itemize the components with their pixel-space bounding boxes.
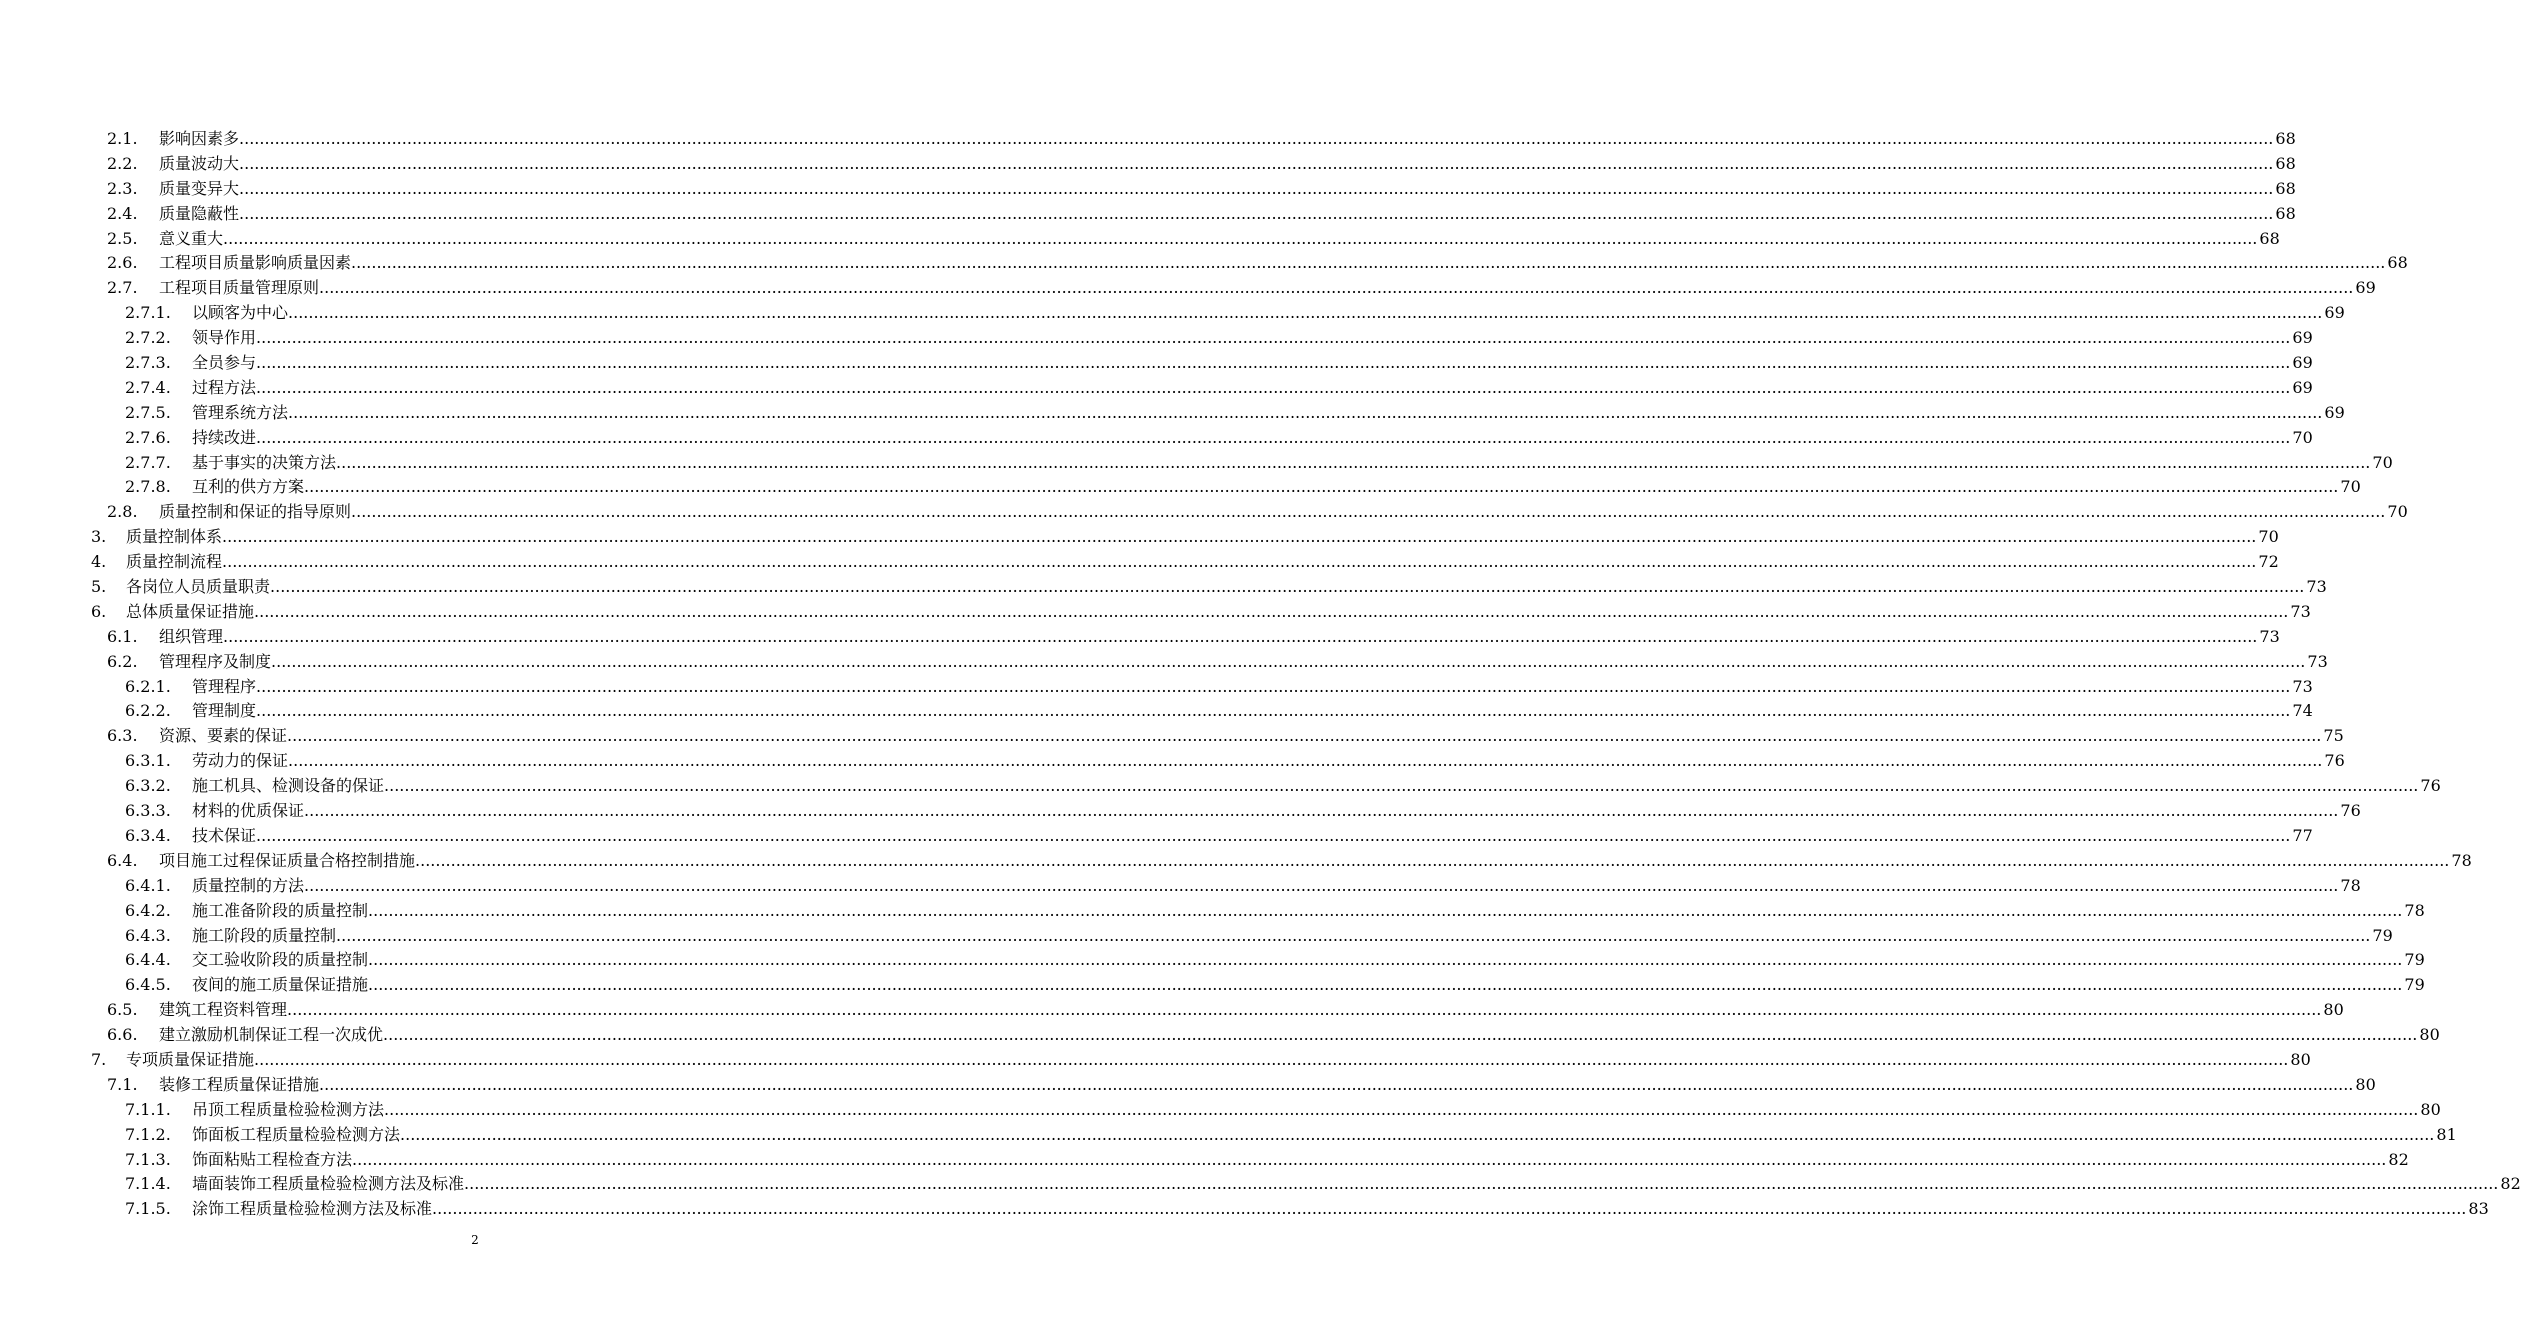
toc-dot-leader: ................................................................................................................................................................................................................................................................................................................................................................................................................ — [239, 178, 2274, 198]
toc-entry-page: 70 — [2372, 452, 2393, 472]
toc-entry-page: 77 — [2292, 825, 2313, 845]
toc-entry-line — [192, 948, 2425, 973]
toc-entry[interactable] — [0, 1197, 2489, 1222]
toc-entry-page: 68 — [2275, 153, 2296, 173]
toc-dot-leader: ................................................................................................................................................................................................................................................................................................................................................................................................................ — [256, 427, 2291, 447]
toc-entry-line — [192, 799, 2361, 824]
toc-entry-page: 68 — [2275, 178, 2296, 198]
toc-entry-number: 3. — [91, 527, 107, 547]
toc-entry-title: 墙面装饰工程质量检验检测方法及标准 — [192, 1172, 464, 1197]
toc-entry-page: 68 — [2259, 228, 2280, 248]
toc-dot-leader: ................................................................................................................................................................................................................................................................................................................................................................................................................ — [223, 626, 2258, 646]
toc-entry-page: 80 — [2323, 1000, 2344, 1020]
toc-entry-number: 6. — [91, 601, 107, 621]
toc-entry-line — [192, 351, 2313, 376]
toc-dot-leader: ................................................................................................................................................................................................................................................................................................................................................................................................................ — [256, 377, 2291, 397]
toc-entry[interactable] — [0, 1123, 2457, 1148]
toc-dot-leader: ................................................................................................................................................................................................................................................................................................................................................................................................................ — [319, 1074, 2354, 1094]
toc-entry-page: 78 — [2340, 875, 2361, 895]
toc-entry[interactable] — [0, 500, 2408, 525]
toc-dot-leader: ................................................................................................................................................................................................................................................................................................................................................................................................................ — [254, 601, 2289, 621]
toc-entry-number: 2.2. — [107, 153, 138, 173]
toc-entry-number: 2.7.1. — [125, 303, 171, 323]
toc-entry[interactable] — [0, 202, 2296, 227]
toc-entry-number: 6.1. — [107, 626, 138, 646]
toc-dot-leader: ................................................................................................................................................................................................................................................................................................................................................................................................................ — [256, 701, 2291, 721]
toc-entry[interactable] — [0, 525, 2279, 550]
toc-entry-title: 互利的供方方案 — [192, 475, 304, 500]
toc-dot-leader: ................................................................................................................................................................................................................................................................................................................................................................................................................ — [222, 527, 2257, 547]
toc-entry-number: 2.6. — [107, 253, 138, 273]
toc-entry[interactable] — [0, 1148, 2409, 1173]
toc-entry-line — [192, 874, 2361, 899]
toc-entry-number: 5. — [91, 577, 107, 597]
toc-entry-number: 6.6. — [107, 1025, 138, 1045]
toc-entry[interactable] — [0, 1172, 2521, 1197]
toc-entry-page: 80 — [2355, 1074, 2376, 1094]
toc-dot-leader: ................................................................................................................................................................................................................................................................................................................................................................................................................ — [352, 1149, 2387, 1169]
toc-entry-page: 83 — [2468, 1199, 2489, 1219]
toc-entry-number: 6.4.2. — [125, 900, 171, 920]
toc-entry[interactable] — [0, 227, 2280, 252]
toc-entry-title: 施工准备阶段的质量控制 — [192, 899, 368, 924]
toc-entry-page: 69 — [2292, 377, 2313, 397]
toc-dot-leader: ................................................................................................................................................................................................................................................................................................................................................................................................................ — [287, 1000, 2322, 1020]
toc-entry-title: 劳动力的保证 — [192, 749, 288, 774]
toc-entry-title: 基于事实的决策方法 — [192, 451, 336, 476]
toc-entry[interactable] — [0, 351, 2313, 376]
toc-dot-leader: ................................................................................................................................................................................................................................................................................................................................................................................................................ — [287, 726, 2322, 746]
toc-entry[interactable] — [0, 401, 2345, 426]
toc-dot-leader: ................................................................................................................................................................................................................................................................................................................................................................................................................ — [288, 303, 2323, 323]
toc-entry-number: 2.7.2. — [125, 328, 171, 348]
toc-entry[interactable] — [0, 127, 2296, 152]
toc-entry-line — [159, 227, 2280, 252]
toc-entry-title: 交工验收阶段的质量控制 — [192, 948, 368, 973]
toc-entry-line — [159, 1023, 2440, 1048]
toc-entry-number: 6.4.4. — [125, 950, 171, 970]
toc-dot-leader: ................................................................................................................................................................................................................................................................................................................................................................................................................ — [256, 328, 2291, 348]
toc-entry-title: 各岗位人员质量职责 — [126, 575, 270, 600]
toc-entry-number: 2.7.4. — [125, 377, 171, 397]
toc-entry-title: 管理程序及制度 — [159, 650, 271, 675]
toc-entry[interactable] — [0, 824, 2313, 849]
toc-entry[interactable] — [0, 475, 2361, 500]
toc-entry-line — [192, 1148, 2409, 1173]
toc-entry-title: 质量控制流程 — [126, 550, 222, 575]
toc-dot-leader: ................................................................................................................................................................................................................................................................................................................................................................................................................ — [351, 502, 2386, 522]
toc-entry-title: 夜间的施工质量保证措施 — [192, 973, 368, 998]
toc-entry[interactable] — [0, 177, 2296, 202]
toc-entry[interactable] — [0, 1023, 2440, 1048]
toc-entry-title: 建筑工程资料管理 — [159, 998, 287, 1023]
toc-entry-line — [159, 500, 2408, 525]
toc-entry-line — [192, 973, 2425, 998]
toc-entry[interactable] — [0, 874, 2361, 899]
toc-entry-number: 2.7.3. — [125, 353, 171, 373]
toc-entry-title: 吊顶工程质量检验检测方法 — [192, 1098, 384, 1123]
toc-entry-number: 2.5. — [107, 228, 138, 248]
toc-entry[interactable] — [0, 426, 2313, 451]
toc-entry-title: 饰面粘贴工程检查方法 — [192, 1148, 352, 1173]
toc-entry-line — [192, 451, 2393, 476]
toc-entry-page: 80 — [2290, 1049, 2311, 1069]
toc-entry-page: 73 — [2306, 577, 2327, 597]
toc-entry-number: 6.3. — [107, 726, 138, 746]
toc-dot-leader: ................................................................................................................................................................................................................................................................................................................................................................................................................ — [464, 1174, 2499, 1194]
toc-dot-leader: ................................................................................................................................................................................................................................................................................................................................................................................................................ — [304, 801, 2339, 821]
toc-entry-title: 管理程序 — [192, 675, 256, 700]
toc-dot-leader: ................................................................................................................................................................................................................................................................................................................................................................................................................ — [319, 278, 2354, 298]
toc-entry-title: 施工阶段的质量控制 — [192, 924, 336, 949]
toc-entry[interactable] — [0, 998, 2344, 1023]
toc-entry-line — [192, 699, 2313, 724]
toc-entry-title: 过程方法 — [192, 376, 256, 401]
toc-entry-page: 79 — [2404, 950, 2425, 970]
toc-dot-leader: ................................................................................................................................................................................................................................................................................................................................................................................................................ — [239, 153, 2274, 173]
toc-entry-page: 69 — [2324, 402, 2345, 422]
toc-entry-page: 80 — [2419, 1025, 2440, 1045]
toc-dot-leader: ................................................................................................................................................................................................................................................................................................................................................................................................................ — [415, 850, 2450, 870]
toc-entry[interactable] — [0, 749, 2345, 774]
toc-entry-title: 全员参与 — [192, 351, 256, 376]
toc-entry-page: 79 — [2404, 975, 2425, 995]
toc-dot-leader: ................................................................................................................................................................................................................................................................................................................................................................................................................ — [336, 452, 2371, 472]
toc-entry-page: 68 — [2275, 203, 2296, 223]
toc-entry-line — [192, 475, 2361, 500]
toc-entry-title: 管理制度 — [192, 699, 256, 724]
toc-entry-line — [126, 550, 2279, 575]
toc-entry[interactable] — [0, 699, 2313, 724]
toc-dot-leader: ................................................................................................................................................................................................................................................................................................................................................................................................................ — [432, 1199, 2467, 1219]
toc-entry-page: 73 — [2307, 651, 2328, 671]
toc-entry-page: 68 — [2275, 129, 2296, 148]
toc-entry-line — [192, 675, 2313, 700]
toc-entry-line — [192, 1098, 2441, 1123]
toc-entry[interactable] — [0, 799, 2361, 824]
toc-entry[interactable] — [0, 451, 2393, 476]
toc-entry-title: 质量控制和保证的指导原则 — [159, 500, 351, 525]
toc-entry-page: 82 — [2500, 1174, 2521, 1194]
toc-entry-line — [126, 1048, 2311, 1073]
toc-entry-number: 7. — [91, 1049, 107, 1069]
toc-entry-title: 专项质量保证措施 — [126, 1048, 254, 1073]
toc-entry-number: 6.4.1. — [125, 875, 171, 895]
toc-entry-line — [159, 152, 2296, 177]
toc-entry-line — [192, 301, 2345, 326]
toc-entry-page: 80 — [2420, 1099, 2441, 1119]
toc-entry-page: 75 — [2323, 726, 2344, 746]
toc-entry-page: 70 — [2340, 477, 2361, 497]
toc-entry-number: 6.4.3. — [125, 925, 171, 945]
toc-entry-page: 82 — [2388, 1149, 2409, 1169]
toc-entry-number: 6.5. — [107, 1000, 138, 1020]
toc-entry[interactable] — [0, 550, 2279, 575]
toc-entry-number: 7.1.1. — [125, 1099, 171, 1119]
toc-entry-line — [159, 127, 2296, 152]
toc-entry-line — [192, 774, 2441, 799]
toc-entry-number: 2.1. — [107, 129, 138, 148]
toc-entry-number: 4. — [91, 552, 107, 572]
toc-entry-title: 工程项目质量影响质量因素 — [159, 251, 351, 276]
toc-entry-number: 7.1.5. — [125, 1199, 171, 1219]
toc-entry[interactable] — [0, 724, 2344, 749]
toc-entry[interactable] — [0, 774, 2441, 799]
toc-entry[interactable] — [0, 899, 2425, 924]
toc-entry-number: 2.7.5. — [125, 402, 171, 422]
toc-dot-leader: ................................................................................................................................................................................................................................................................................................................................................................................................................ — [351, 253, 2386, 273]
toc-entry-title: 影响因素多 — [159, 127, 239, 152]
toc-entry-title: 质量控制体系 — [126, 525, 222, 550]
toc-entry-page: 81 — [2436, 1124, 2457, 1144]
toc-dot-leader: ................................................................................................................................................................................................................................................................................................................................................................................................................ — [400, 1124, 2435, 1144]
toc-entry-number: 2.4. — [107, 203, 138, 223]
toc-entry[interactable] — [0, 924, 2393, 949]
toc-entry[interactable] — [0, 152, 2296, 177]
toc-dot-leader: ................................................................................................................................................................................................................................................................................................................................................................................................................ — [271, 651, 2306, 671]
toc-dot-leader: ................................................................................................................................................................................................................................................................................................................................................................................................................ — [256, 825, 2291, 845]
toc-entry[interactable] — [0, 849, 2472, 874]
toc-dot-leader: ................................................................................................................................................................................................................................................................................................................................................................................................................ — [288, 751, 2323, 771]
toc-entry-line — [159, 177, 2296, 202]
toc-entry-page: 78 — [2451, 850, 2472, 870]
toc-entry-title: 以顾客为中心 — [192, 301, 288, 326]
toc-entry-title: 质量变异大 — [159, 177, 239, 202]
toc-entry-line — [159, 849, 2472, 874]
toc-entry-title: 装修工程质量保证措施 — [159, 1073, 319, 1098]
toc-entry-line — [192, 326, 2313, 351]
toc-entry[interactable] — [0, 1098, 2441, 1123]
toc-dot-leader: ................................................................................................................................................................................................................................................................................................................................................................................................................ — [304, 477, 2339, 497]
toc-entry-line — [192, 1123, 2457, 1148]
toc-entry[interactable] — [0, 575, 2327, 600]
toc-entry-number: 6.3.3. — [125, 801, 171, 821]
toc-entry-number: 2.7.7. — [125, 452, 171, 472]
toc-entry-number: 2.7. — [107, 278, 138, 298]
toc-dot-leader: ................................................................................................................................................................................................................................................................................................................................................................................................................ — [368, 950, 2403, 970]
toc-entry-line — [192, 749, 2345, 774]
toc-entry-number: 6.3.1. — [125, 751, 171, 771]
toc-dot-leader: ................................................................................................................................................................................................................................................................................................................................................................................................................ — [304, 875, 2339, 895]
toc-entry-number: 6.3.2. — [125, 776, 171, 796]
toc-entry[interactable] — [0, 276, 2376, 301]
toc-entry-line — [159, 998, 2344, 1023]
toc-dot-leader: ................................................................................................................................................................................................................................................................................................................................................................................................................ — [288, 402, 2323, 422]
toc-entry-page: 69 — [2292, 353, 2313, 373]
toc-entry-page: 70 — [2258, 527, 2279, 547]
toc-entry-line — [126, 575, 2327, 600]
toc-entry[interactable] — [0, 650, 2328, 675]
toc-entry[interactable] — [0, 326, 2313, 351]
toc-entry-line — [192, 376, 2313, 401]
toc-entry-title: 总体质量保证措施 — [126, 600, 254, 625]
toc-entry-title: 建立激励机制保证工程一次成优 — [159, 1023, 383, 1048]
toc-entry[interactable] — [0, 1073, 2376, 1098]
toc-dot-leader: ................................................................................................................................................................................................................................................................................................................................................................................................................ — [368, 975, 2403, 995]
toc-entry-line — [159, 650, 2328, 675]
toc-entry-number: 6.4.5. — [125, 975, 171, 995]
toc-entry-title: 领导作用 — [192, 326, 256, 351]
toc-entry-line — [126, 525, 2279, 550]
toc-entry-title: 材料的优质保证 — [192, 799, 304, 824]
toc-dot-leader: ................................................................................................................................................................................................................................................................................................................................................................................................................ — [336, 925, 2371, 945]
toc-entry-page: 78 — [2404, 900, 2425, 920]
toc-entry-number: 6.2.1. — [125, 676, 171, 696]
toc-entry-page: 73 — [2259, 626, 2280, 646]
toc-entry-line — [192, 1172, 2521, 1197]
toc-entry-title: 项目施工过程保证质量合格控制措施 — [159, 849, 415, 874]
toc-entry-page: 69 — [2292, 328, 2313, 348]
toc-dot-leader: ................................................................................................................................................................................................................................................................................................................................................................................................................ — [383, 1025, 2418, 1045]
toc-entry-title: 质量隐蔽性 — [159, 202, 239, 227]
toc-entry-number: 2.8. — [107, 502, 138, 522]
toc-entry-line — [192, 426, 2313, 451]
toc-entry-line — [159, 276, 2376, 301]
toc-entry-number: 6.4. — [107, 850, 138, 870]
toc-entry-title: 质量波动大 — [159, 152, 239, 177]
toc-entry-number: 2.7.6. — [125, 427, 171, 447]
toc-entry-title: 质量控制的方法 — [192, 874, 304, 899]
toc-entry-line — [159, 202, 2296, 227]
toc-entry-page: 70 — [2387, 502, 2408, 522]
toc-entry-page: 74 — [2292, 701, 2313, 721]
toc-entry-title: 持续改进 — [192, 426, 256, 451]
toc-entry[interactable] — [0, 301, 2345, 326]
toc-dot-leader: ................................................................................................................................................................................................................................................................................................................................................................................................................ — [384, 776, 2419, 796]
table-of-contents — [0, 127, 2521, 1222]
toc-entry-number: 6.2.2. — [125, 701, 171, 721]
toc-dot-leader: ................................................................................................................................................................................................................................................................................................................................................................................................................ — [256, 676, 2291, 696]
toc-entry-number: 7.1. — [107, 1074, 138, 1094]
toc-dot-leader: ................................................................................................................................................................................................................................................................................................................................................................................................................ — [223, 228, 2258, 248]
toc-entry-number: 2.3. — [107, 178, 138, 198]
toc-entry-title: 饰面板工程质量检验检测方法 — [192, 1123, 400, 1148]
toc-entry-line — [192, 924, 2393, 949]
toc-entry-page: 76 — [2340, 801, 2361, 821]
toc-entry-title: 资源、要素的保证 — [159, 724, 287, 749]
toc-entry[interactable] — [0, 376, 2313, 401]
toc-entry-title: 技术保证 — [192, 824, 256, 849]
toc-dot-leader: ................................................................................................................................................................................................................................................................................................................................................................................................................ — [384, 1099, 2419, 1119]
toc-entry-number: 7.1.4. — [125, 1174, 171, 1194]
toc-entry[interactable] — [0, 625, 2280, 650]
toc-dot-leader: ................................................................................................................................................................................................................................................................................................................................................................................................................ — [368, 900, 2403, 920]
toc-entry-line — [159, 1073, 2376, 1098]
toc-dot-leader: ................................................................................................................................................................................................................................................................................................................................................................................................................ — [222, 552, 2257, 572]
toc-dot-leader: ................................................................................................................................................................................................................................................................................................................................................................................................................ — [256, 353, 2291, 373]
toc-entry[interactable] — [0, 251, 2408, 276]
toc-entry-page: 76 — [2324, 751, 2345, 771]
toc-dot-leader: ................................................................................................................................................................................................................................................................................................................................................................................................................ — [254, 1049, 2289, 1069]
toc-entry-page: 69 — [2324, 303, 2345, 323]
toc-entry-line — [126, 600, 2311, 625]
toc-entry-number: 6.2. — [107, 651, 138, 671]
toc-entry[interactable] — [0, 973, 2425, 998]
toc-entry[interactable] — [0, 948, 2425, 973]
toc-dot-leader: ................................................................................................................................................................................................................................................................................................................................................................................................................ — [239, 203, 2274, 223]
toc-entry-line — [159, 724, 2344, 749]
toc-entry-page: 73 — [2290, 601, 2311, 621]
toc-entry-page: 70 — [2292, 427, 2313, 447]
toc-entry-line — [192, 1197, 2489, 1222]
toc-entry-line — [192, 401, 2345, 426]
toc-entry-title: 工程项目质量管理原则 — [159, 276, 319, 301]
toc-entry-page: 68 — [2387, 253, 2408, 273]
toc-entry-title: 意义重大 — [159, 227, 223, 252]
toc-entry-page: 79 — [2372, 925, 2393, 945]
toc-dot-leader: ................................................................................................................................................................................................................................................................................................................................................................................................................ — [239, 129, 2274, 148]
toc-dot-leader: ................................................................................................................................................................................................................................................................................................................................................................................................................ — [270, 577, 2305, 597]
toc-entry[interactable] — [0, 675, 2313, 700]
toc-entry-title: 管理系统方法 — [192, 401, 288, 426]
toc-entry-line — [159, 625, 2280, 650]
toc-entry-number: 2.7.8. — [125, 477, 171, 497]
toc-entry-line — [192, 824, 2313, 849]
toc-entry-title: 组织管理 — [159, 625, 223, 650]
toc-entry-title: 涂饰工程质量检验检测方法及标准 — [192, 1197, 432, 1222]
toc-entry-line — [159, 251, 2408, 276]
toc-entry-page: 73 — [2292, 676, 2313, 696]
toc-entry[interactable] — [0, 1048, 2311, 1073]
toc-entry-title: 施工机具、检测设备的保证 — [192, 774, 384, 799]
toc-entry-page: 69 — [2355, 278, 2376, 298]
toc-entry[interactable] — [0, 600, 2311, 625]
toc-entry-page: 76 — [2420, 776, 2441, 796]
toc-entry-number: 7.1.2. — [125, 1124, 171, 1144]
toc-entry-line — [192, 899, 2425, 924]
toc-entry-page: 72 — [2258, 552, 2279, 572]
toc-entry-number: 7.1.3. — [125, 1149, 171, 1169]
toc-entry-number: 6.3.4. — [125, 825, 171, 845]
page-number: 2 — [471, 1233, 479, 1247]
